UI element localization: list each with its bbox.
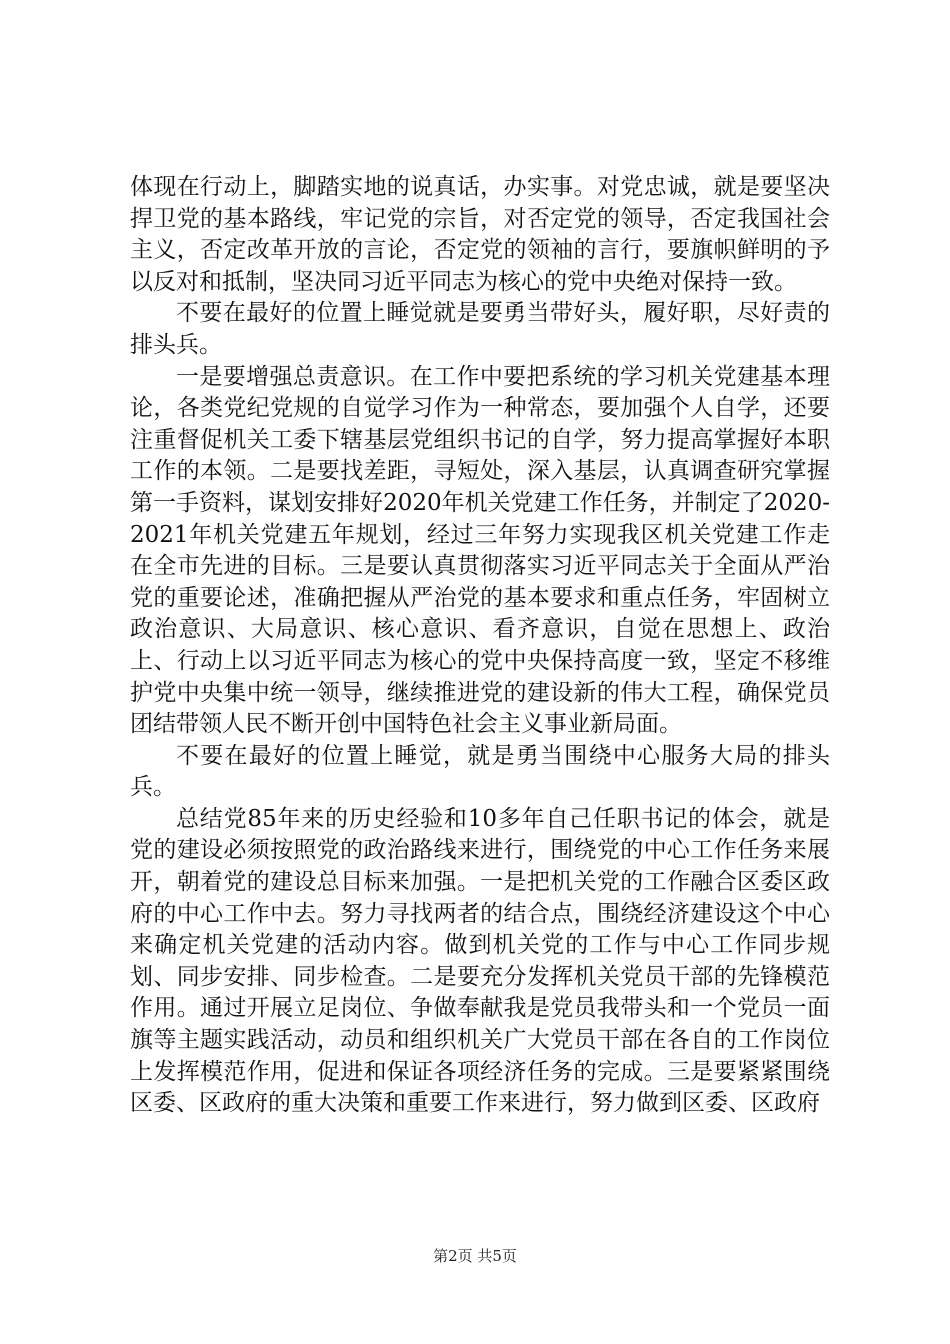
paragraph-1: 体现在行动上，脚踏实地的说真话，办实事。对党忠诚，就是要坚决捍卫党的基本路线，牢记党的宗旨，对否定党的领导，否定我国社会主义，否定改革开放的言论，否定党的领袖的言行，要旗帜鲜明的予以反对和抵制，坚决同习近平同志为核心的党中央绝对保持一致。	[130, 174, 830, 295]
paragraph-3: 一是要增强总责意识。在工作中要把系统的学习机关党建基本理论，各类党纪党规的自觉学习作为一种常态，要加强个人自学，还要注重督促机关工委下辖基层党组织书记的自学，努力提高掌握好本职工作的本领。二是要找差距，寻短处，深入基层，认真调查研究掌握第一手资料，谋划安排好2020年机关党建工作任务，并制定了2020-2021年机关党建五年规划，经过三年努力实现我区机关党建工作走在全市先进的目标。三是要认真贯彻落实习近平同志关于全面从严治党的重要论述，准确把握从严治党的基本要求和重点任务，牢固树立政治意识、大局意识、核心意识、看齐意识，自觉在思想上、政治上、行动上以习近平同志为核心的党中央保持高度一致，坚定不移维护党中央集中统一领导，继续推进党的建设新的伟大工程，确保党员团结带领人民不断开创中国特色社会主义事业新局面。	[130, 363, 830, 738]
page-footer	[0, 1246, 950, 1266]
page-number-label: 第2页 共5页	[433, 1247, 517, 1265]
paragraph-5: 总结党85年来的历史经验和10多年自己任职书记的体会，就是党的建设必须按照党的政治路线来进行，围绕党的中心工作任务来展开，朝着党的建设总目标来加强。一是把机关党的工作融合区委区政府的中心工作中去。努力寻找两者的结合点，围绕经济建设这个中心来确定机关党建的活动内容。做到机关党的工作与中心工作同步规划、同步安排、同步检查。二是要充分发挥机关党员干部的先锋模范作用。通过开展立足岗位、争做奉献我是党员我带头和一个党员一面旗等主题实践活动，动员和组织机关广大党员干部在各自的工作岗位上发挥模范作用，促进和保证各项经济任务的完成。三是要紧紧围绕区委、区政府的重大决策和重要工作来进行，努力做到区委、区政府	[130, 805, 830, 1117]
document-body	[130, 172, 830, 1120]
paragraph-2: 不要在最好的位置上睡觉就是要勇当带好头，履好职，尽好责的排头兵。	[130, 300, 830, 358]
paragraph-4: 不要在最好的位置上睡觉，就是勇当围绕中心服务大局的排头兵。	[130, 742, 830, 801]
